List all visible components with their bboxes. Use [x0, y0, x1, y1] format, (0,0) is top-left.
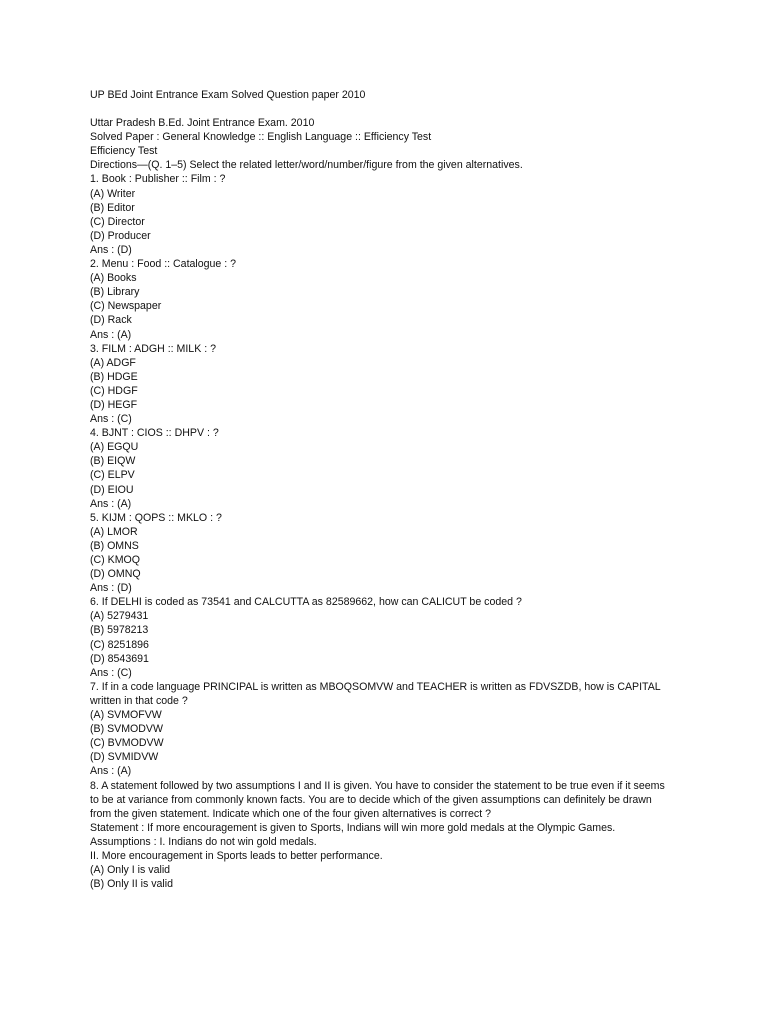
document-page	[90, 88, 690, 891]
document-line: (B) EIQW	[90, 455, 136, 468]
document-line: (A) EGQU	[90, 441, 139, 454]
document-line: (B) Library	[90, 286, 140, 299]
document-line: to be at variance from commonly known facts. You are to decide which of the given assumptions can definitely be drawn	[90, 793, 652, 806]
document-line: Ans : (A)	[90, 328, 132, 341]
document-line: Ans : (A)	[90, 497, 132, 510]
document-line: (A) Books	[90, 272, 137, 285]
document-line: Assumptions : I. Indians do not win gold medals.	[90, 835, 317, 848]
document-line: (A) 5279431	[90, 610, 149, 623]
document-line: 2. Menu : Food :: Catalogue : ?	[90, 258, 237, 271]
document-line: (C) BVMODVW	[90, 737, 164, 750]
document-line: 1. Book : Publisher :: Film : ?	[90, 173, 226, 186]
document-line: (A) Only I is valid	[90, 864, 171, 877]
document-line: Solved Paper : General Knowledge :: English Language :: Efficiency Test	[90, 131, 432, 144]
document-line: Ans : (D)	[90, 243, 132, 256]
document-line: Ans : (A)	[90, 765, 132, 778]
document-line: (D) 8543691	[90, 652, 149, 665]
document-line: (A) LMOR	[90, 525, 138, 538]
document-line: 7. If in a code language PRINCIPAL is written as MBOQSOMVW and TEACHER is written as FDVSZDB, how is CAPITAL	[90, 680, 661, 693]
document-line: (C) ELPV	[90, 469, 135, 482]
document-line: from the given statement. Indicate which one of the four given alternatives is correct ?	[90, 807, 492, 820]
document-line: (B) 5978213	[90, 624, 149, 637]
document-line: II. More encouragement in Sports leads to better performance.	[90, 849, 383, 862]
document-line: (C) 8251896	[90, 638, 149, 651]
document-line: (D) SVMIDVW	[90, 751, 159, 764]
document-line: written in that code ?	[90, 694, 188, 707]
document-title: UP BEd Joint Entrance Exam Solved Question paper 2010	[90, 89, 366, 101]
document-line: 5. KIJM : QOPS :: MKLO : ?	[90, 511, 222, 524]
document-line: (D) Rack	[90, 314, 132, 327]
document-line: (A) ADGF	[90, 356, 136, 369]
title-spacer	[90, 102, 690, 116]
document-line: (B) HDGE	[90, 370, 138, 383]
document-line: (C) HDGF	[90, 384, 138, 397]
document-line: (B) Only II is valid	[90, 878, 174, 891]
document-line: Ans : (C)	[90, 413, 132, 426]
document-line: (B) SVMODVW	[90, 723, 163, 736]
document-line: (C) Newspaper	[90, 300, 162, 313]
document-line: 6. If DELHI is coded as 73541 and CALCUTTA as 82589662, how can CALICUT be coded ?	[90, 596, 522, 609]
document-line: Uttar Pradesh B.Ed. Joint Entrance Exam. 2010	[90, 117, 315, 130]
document-line: 3. FILM : ADGH :: MILK : ?	[90, 342, 216, 355]
document-line: (D) EIOU	[90, 483, 134, 496]
document-line: (A) SVMOFVW	[90, 709, 162, 722]
document-line: Ans : (D)	[90, 582, 132, 595]
document-line: Ans : (C)	[90, 666, 132, 679]
document-body	[90, 116, 690, 891]
document-line: (B) OMNS	[90, 539, 139, 552]
document-line: (D) HEGF	[90, 398, 138, 411]
document-line: Statement : If more encouragement is given to Sports, Indians will win more gold medals at the Olympic Games.	[90, 821, 616, 834]
document-line: (D) OMNQ	[90, 568, 141, 581]
document-line: 8. A statement followed by two assumptions I and II is given. You have to consider the statement to be true even if it seems	[90, 779, 665, 792]
document-line: (C) KMOQ	[90, 554, 141, 566]
document-line: (A) Writer	[90, 187, 136, 200]
document-line: Efficiency Test	[90, 145, 158, 158]
document-line: (B) Editor	[90, 201, 135, 214]
document-line: (C) Director	[90, 215, 145, 228]
document-line: 4. BJNT : CIOS :: DHPV : ?	[90, 427, 219, 440]
document-line: Directions—(Q. 1–5) Select the related letter/word/number/figure from the given alternatives.	[90, 159, 523, 172]
document-line: (D) Producer	[90, 229, 151, 242]
